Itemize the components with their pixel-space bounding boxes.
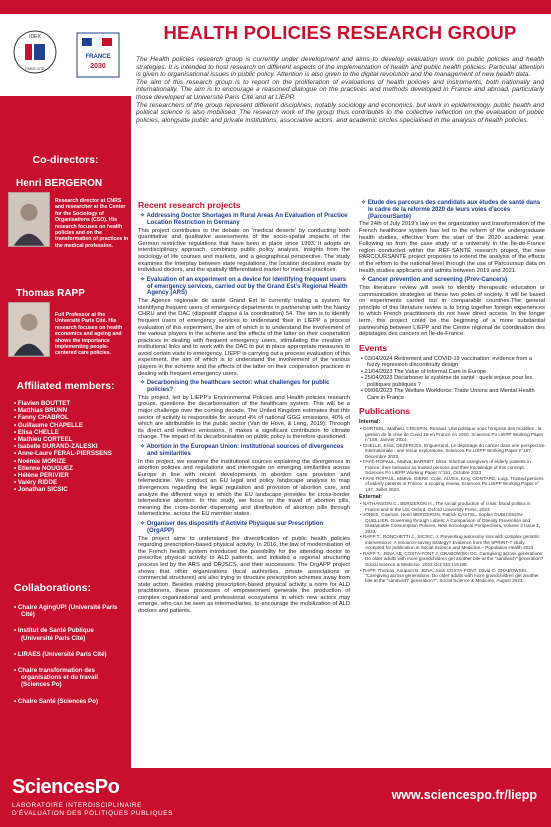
list-item: • LIRAES (Université Paris Cité) [14,651,126,658]
project-text: The 24th of July 2019's law on the organization and transformation of the French healthcare system has led to the reform of the undergraduate health studies, effective from the start of the 2020 academic year. Following on from the case study of a university in the Île-de-France region conducted within the REF-SANTÉ research project, the new PARCOURSANTÉ project proposes to extend the analysis of the effects of the reform to the national level through the use of Parcoursup data on health studies applicants and admits between 2019 and 2021. [359,221,545,274]
svg-text:PARIS CITÉ: PARIS CITÉ [25,67,45,71]
project-text: The project aims to understand the diversification of public health policies regarding prescription-based physical activity. In 2016, the law of modernisation of the French health system introduced the possibility for the attending doctor to prescribe physical activity to ALD patients, and initiated a regional structuring process led by the ARS and DRJSCS, and their successors. The OrgAPP project shows that other organizations (local authorities, private associations or commercial structures) are also trying to structure prescription schemes away from state action. Besides making prescription-based physical activity a norm for ALD practitioners, these processes of empowerment generate the production of complex organizational and professional ecosystems in which new actors may emerge, who can be seen as intermediaries, to encourage the mobilization of ALD doctors and patients. [138,535,350,615]
list-item: • Isabelle DURAND-ZALESKI [14,443,126,450]
project-text: The Agence régionale de santé Grand Est is currently trialing a system for identifying frequent users of emergency departments in partnership with the Nancy CHRU and the DAC (dispositif d'appui à la coordination) 54. The aim is to identify frequent users of emergency services to understand their in LIEPP a process evaluation of this experiment, the aim of which is to understand the involvement of the various players in the scheme and the effects of the latter on their cooperation practices in dealing with frequent emergency users, stimulating the creation of institutional links and to work with the DAC to put in place appropriate measures to avoid certain visits to emergency. LIEPP is carrying out a process evaluation of this experiment, the aim of which is to understand the involvement of the various players in the scheme and the effects of the latter on their cooperation practices in dealing with frequent emergency users. [138,298,350,377]
project-text: This project contributes to the debate on 'medical deserts' by conducting both quantitative and qualitative assessments of the socio-spatial impacts of the German restrictive regulations that have been in place since 1993. It adopts an interdisciplinary approach, combining public policy analysis, insights from the sociology of life courses and markets, and a geographical perspective. The study examines the interplay between state regulations, the location decisions made by individual doctors, and the spatially differentiated market for medical practices. [138,227,350,274]
list-item: • Matthias BRUNN [14,407,126,414]
codirector-1-photo [8,192,50,247]
right-column [359,200,545,584]
list-item: • Anne-Laure FERAL-PIERSSENS [14,450,126,457]
project-text: This project, led by LIEPP's Environmental Policies and Health policies research groups, questions the decarbonisation of the healthcare system. This will be a major challenge over the coming decade. The United Kingdom estimates that this sector of activity is responsible for around 4% of national GGG emissions, 40% of which are attributable to the public sector (Van de Hove, & Leng, 2019). Through its direct and indirect emissions, it makes a significant contribution to climate change. The impact of its decarbonisation on public policy is therefore questioned. [138,394,350,441]
publication-item: • FAYE-ROPAUL, Maëva, BARRIET, Elisa. Informal caregivers of elderly patients in France: their behavior as trusted persons and their knowledge of this concept. Sciences Po LIEPP Working Paper n°151, Octobre 2023. [359,459,545,475]
recent-projects-heading: Recent research projects [138,200,241,210]
codirectors-heading: Co-directors: [32,154,99,166]
publication-item: • JONES, Gwenan, Henri BERGERON, Patrick CASTEL, Sophie DUBUISSON-QUELLIER. Governing through Labels: A Comparison of Obesity Prevention and Sustainable Consumption Policies, New Sociological Perspectives, Volume 3 Issue 1, 2023. [359,512,545,534]
publication-item: • FAYE-ROPAUL, Maëva, GIERE, Colin, ALVES, Emy, GONTARD, Luigi. Trusted persons of elderly patients in France: a scoping review, Sciences Po LIEPP Working Paper n° 147, Juillet 2023. [359,476,545,492]
list-item: • Flavien BOUTTET [14,400,126,407]
event-item: • 25/04/2023 Décarboner le système de santé : quels enjeux pour les politiques publiques ? [359,375,545,388]
codirector-1-name: Henri BERGERON [16,178,103,189]
intro-paragraph-2: The aim of this research group is to report on the proliferation of evaluations of health policies and instruments, both nationally and internationally. The aim is to encourage a reasoned dialogue on the practices and methods developed in France and abroad, particularly those developed at Université Paris Cité and at LIEPP. [136,78,544,101]
intro-text [136,56,544,124]
list-item: • Elisa CHELLE [14,429,126,436]
sciencespo-logo: SciencesPo [12,776,120,798]
footer [0,768,551,827]
idex-logo [10,28,60,82]
list-item: • Etienne NOUGUEZ [14,465,126,472]
sidebar [0,96,131,768]
internal-publications-list [359,426,545,492]
event-item: • 03/04/2024 Retirement and COVID-19 vaccination: evidence from a fuzzy regression discontinuity design [359,356,545,369]
collaborations-heading: Collaborations: [14,582,92,594]
list-item: • Jonathan SICSIC [14,486,126,493]
publications-heading: Publications [359,406,411,417]
svg-text:IDEX: IDEX [29,34,41,40]
codirector-1-bio: Research director at CNRS and researcher at the Center for the Sociology of Organisations (CSO). His research focuses on health policies and on the transformation of practices in the medical profession. [55,198,129,249]
france-2030-logo [76,32,120,78]
lab-name [12,802,173,817]
project-title: ✧ Abortion in the European Union: institutional sources of divergences and similarities [140,444,344,457]
lab-name-line-1: LABORATOIRE INTERDISCIPLINAIRE [12,802,142,809]
codirector-2-name: Thomas RAPP [16,288,85,299]
poster-title: HEALTH POLICIES RESEARCH GROUP [163,22,517,43]
list-item: • Fanny CHABROL [14,414,126,421]
list-item: • Chaire AgingUP! (Université Paris Cité) [14,604,126,618]
website-link[interactable]: www.sciencespo.fr/liepp [391,788,537,802]
publication-item: • CHELLE, Elisa; DEZERCES, Enguerrand. Le dépistage du cancer dans une perspective internationale : une revue exploratoire. Sciences Po LIEPP Working Paper n°157, Décembre 2023. [359,443,545,459]
project-title: ✧ Organiser des dispositifs d'Activité Physique sur Prescription (OrgAPP) [140,520,324,534]
codirector-2-bio: Full Professor at the Université Paris Cité. His research focuses on health economics and ageing and shows the importance implementing people-centered care policies. [55,312,123,357]
publication-item: • CORTEEL, Mathieu, CRESPIN, Renaud. Une politique sous l'emprise des modèles : la gestion de la crise de Covid 19 en France en 2020. Sciences Po LIEPP Working Paper n°159, Janvier 2024. [359,426,545,442]
external-publications-list [359,501,545,584]
event-item: • 21/04/2023 The Value of Informal Care in Europe [359,369,545,376]
svg-text:FRANCE: FRANCE [85,54,111,60]
list-item: • Valéry RIDDE [14,479,126,486]
list-item: • Mathieu CORTEEL [14,436,126,443]
publication-item: • RAPP T., RONCHETTI J., SICSIC, J. Preventing autonomy loss with complex geriatric interventions: A resource-saving strategy? Evidence from the SPRINT-T study. Accepted for publication in Social Science and Medicine – Population Health 2023. [359,534,545,550]
internal-publications-label: Internal: [359,419,381,426]
project-title: ✧ Decarbonising the healthcare sector: what challenges for public policies? [140,380,330,394]
publication-item: • RAPP T., JENA AB, COSTA-FONT J, GRABOWSKI DC. Caregiving across generations: Do older adults with more grandchildren get another bite at the "sandwich" generation? Social Science & Medicine. 2023 Oct;334:116198. [359,551,545,567]
intro-paragraph-3: The researchers of the group represent different disciplines, notably sociology and economics, but work in epidemiology, public health and political science is also mobilised. The research work of the group thus contributes to the collective reflection on the evaluation of public policies, alongside public and private institutions, associative actors, and academic circles specialised in the analysis of health policies. [136,101,544,124]
publication-item: • RAPP, Thomas, Anupam B. JENA, Joan COSTA-FONT, David C. GRABOWSKI, "Caregiving across generations: Do older adults with more grandchildren get another bite at the "sandwich" generation?", Social Science & Medicine, August 2023. [359,568,545,584]
portrait-icon [9,193,49,246]
collaborations-list [14,604,126,714]
members-list [14,400,126,494]
partner-logos [8,28,130,84]
events-list [359,356,545,402]
project-title: ✧ Addressing Doctor Shortages in Rural Areas An Evaluation of Practice Location Restriction in Germany [140,213,348,226]
list-item: • Chaire Santé (Sciences Po) [14,698,126,705]
events-heading: Events [359,342,388,353]
project-title: ✧ Evaluation of an experiment on a device for identifying frequent users of emergency services, carried out by the Grand Est's Regional Health Agency (ARS) [140,276,348,297]
project-text: In this project, we examine the institutional sources explaining the divergences in abortion policies and regulations and interrogate on emerging similarities across Europe in line with recent developments in abortion care provision and telemedicine. We conduct an EU legal and policy landscape analysis to map divergences regarding the legal regulation and provision of abortion care, and analyze the different ways in which the EU landscape provides for cross-border telemedicine abortion. In this study, we focus on the travel of abortion pills, meaning the cross-border dispensing and distribution of abortion pills through telemedicine, across the EU member states. [138,458,350,518]
members-heading: Affiliated members: [16,380,115,392]
list-item: • Noémie MORIZE [14,458,126,465]
project-text: This literature review will seek to identify therapeutic education or communication strategies at these two poles of society. It will be based on experiments carried out in comparable countries.The general principle of this literature review is to bring together foreign experiences to which French practitioners do not have direct access. In the longer term, this project could be the beginning of a more substantial partnership between LIEPP and the Centre régional de coordination des dépistages des cancers en Île-de-France. [359,284,545,338]
svg-text:2030: 2030 [90,63,106,70]
recent-projects-column [138,200,350,615]
top-accent-bar [0,0,551,14]
lab-name-line-2: D'ÉVALUATION DES POLITIQUES PUBLIQUES [12,809,173,817]
project-title: ✧ Cancer prevention and screening (Prev-Cancers) [361,277,508,284]
intro-paragraph-1: The Health policies research group is currently under development and aims to develop evaluation work on public policies and health strategies. It is intended to host research on different aspects of the implementation of health and public health policies. Particular attention is given to organisational issues in public policy. Attention is also given to the digital revolution and the management of new health data. [136,56,544,79]
event-item: • 09/06/2023 The Welfare Workforce: Trade Unions and Mental Health Care in France [359,388,545,401]
codirector-2-photo [8,302,50,357]
list-item: • Chaire transformation des organisations et du travail (Sciences Po) [14,667,126,689]
list-item: • Hélène PERIVIER [14,472,126,479]
external-publications-label: External: [359,494,383,501]
portrait-icon [9,303,49,356]
list-item: • Institut de Santé Publique (Université Paris Cité) [14,627,126,641]
publication-item: • NATHANSON C., BERGERON H., The social production of crisis: blood politics in France and in the US, Oxford, Oxford University Press, 2023. [359,501,545,512]
project-title: ✧ Etude des parcours des candidats aux études de santé dans le cadre de la réforme 2020 de leurs voies d'accès (ParcourSanté) [361,200,541,220]
list-item: • Guillaume CHAPELLE [14,422,126,429]
